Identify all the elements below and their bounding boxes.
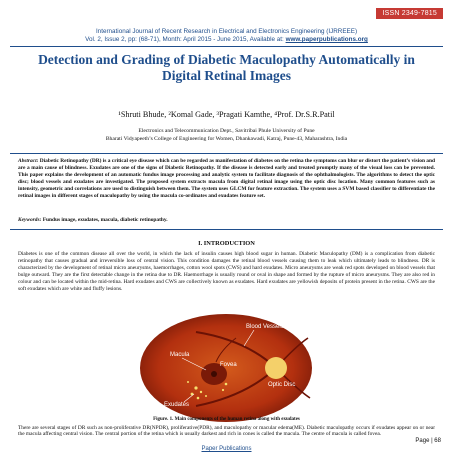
journal-name: International Journal of Recent Research in Electrical and Electronics Engineering (IJRREEE) [95,28,358,35]
paper-title: Detection and Grading of Diabetic Maculopathy Automatically in Digital Retinal Images [38,52,415,83]
page-number: Page | 68 [415,438,441,444]
affiliation-line-2: Bharati Vidyapeeth’s College of Engineering for Women, Dhankawadi, Katraj, Pune-43, Maharashtra, India [105,136,348,142]
abstract-top-divider [10,153,443,154]
abstract-label: Abstract: [18,158,39,164]
publisher-footer-link[interactable]: Paper Publications [201,446,252,452]
abstract-bottom-divider [10,229,443,230]
optic-disc-shape [265,357,287,379]
label-exudates: Exudates [164,402,190,408]
abstract [18,158,435,199]
volume-text: Vol. 2, Issue 2, pp: (68-71), Month: April 2015 - June 2015, Available at: [85,36,286,43]
label-blood-vessels: Blood Vessels [246,324,284,330]
journal-header [0,28,453,44]
affiliation [0,127,453,143]
second-paragraph: There are several stages of DR such as non-proliferative DR(NPDR), proliferative(PDR), and maculopathy or macular edema(ME). Diabetic maculopathy occurs if exudates appear on or near the macula affecting central vision. The central portion of the retina which is usually darkest and rich in cones is called the macula. The centre of macula is called fovea. [18,425,435,438]
label-fovea: Fovea [220,362,237,368]
volume-line [0,36,453,44]
figure-caption: Figure. 1. Main components of the human retina along with exudates [153,417,300,422]
affiliation-line-1: Electronics and Telecommunication Dept., Savitribai Phule University of Pune [138,128,315,134]
keywords-text: Fundus image, exudates, macula, diabetic retinopathy. [41,217,168,223]
abstract-text: Diabetic Retinopathy (DR) is a critical eye disease which can be regarded as manifestation of diabetes on the retina the symptoms can blur or distort the patient’s vision and are a main cause of blindness. Exudates are one of the signs of Diabetic Retinopathy. If the disease is detected early and treated promptly many of the visual loss can be prevented. This paper explains the development of an automatic fundus image processing and analytic system to facilitate diagnosis of the ophthalmologists. The algorithms to detect the optic disc; blood vessels and exudates are investigated. The proposed system extracts macula from digital retinal image using the optic disc location. Many common features such as intensity, geometric and correlations are used to distinguish between them. The system uses GLCM for feature extraction. The system uses a SVM based classifier to differentiate the retinal images in different stages of maculopathy by using the macula co-ordinates and exudates feature set. [18,158,435,199]
label-optic-disc: Optic Disc [268,382,296,388]
retina-figure [126,310,326,428]
keywords [18,217,435,223]
label-macula: Macula [170,352,190,358]
introduction-paragraph: Diabetes is one of the common disease all over the world, in which the lack of insulin causes high blood sugar in human. Diabetic Maculopathy (DM) is a complication from diabetic retinopathy that causes gradual and irreversible loss of central vision. This condition damages the retinal blood vessels causing them to leak which ultimately leads to blindness. DR is characterized by the development of retinal micro aneurysms, haemorrhages, cotton wool spots (CWS) and hard exudates. Micro aneurysms are weak red spots developed on blood vessels that bulge outward. They are the first detectable change in the retina due to DR. Haemorrhage is usually round or oval in shape and formed by the rupture of micro aneurysms. They are also red in colour and can be located within the mid-retina. Hard exudates and CWS are collectively known as exudates. Hard exudates are yellowish deposits of protein present in the retina. CWS are the soft exudates which are white and fluffy lesions. [18,251,435,292]
header-divider [10,46,443,47]
author-list: ¹Shruti Bhude, ²Komal Gade, ³Pragati Kamthe, ⁴Prof. Dr.S.R.Patil [118,110,335,119]
fovea-shape [211,371,217,377]
issn-badge: ISSN 2349-7815 [376,8,443,19]
keywords-label: Keywords: [18,217,42,223]
section-heading: I. INTRODUCTION [198,240,255,247]
journal-website-link[interactable]: www.paperpublications.org [285,36,368,43]
